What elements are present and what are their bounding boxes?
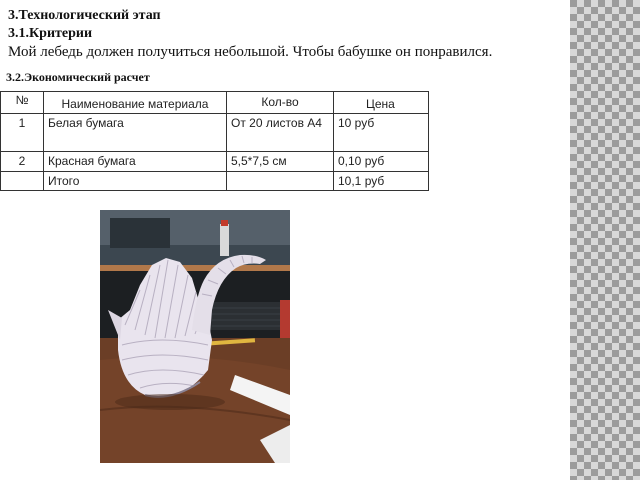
criteria-paragraph: Мой лебедь должен получиться небольшой. Чтобы бабушке он понравился. bbox=[8, 44, 493, 60]
cell-price: 0,10 руб bbox=[334, 152, 429, 172]
cell-total-label: Итого bbox=[44, 172, 227, 191]
table-header-row bbox=[1, 92, 429, 114]
cell-price: 10 руб bbox=[334, 114, 429, 152]
cell-quantity: 5,5*7,5 см bbox=[227, 152, 334, 172]
section-heading-economic: 3.2.Экономический расчет bbox=[6, 70, 150, 84]
header-cell-material: Наименование материала bbox=[44, 92, 227, 114]
decorative-side-panel bbox=[570, 0, 640, 480]
table-row bbox=[1, 114, 429, 152]
section-heading-stage: 3.Технологический этап bbox=[8, 8, 161, 23]
cell-material: Белая бумага bbox=[44, 114, 227, 152]
header-cell-number: № bbox=[1, 92, 44, 114]
header-cell-price: Цена bbox=[334, 92, 429, 114]
cell-quantity: От 20 листов А4 bbox=[227, 114, 334, 152]
cell-number: 2 bbox=[1, 152, 44, 172]
cell-quantity-empty bbox=[227, 172, 334, 191]
cell-number-empty bbox=[1, 172, 44, 191]
cell-material: Красная бумага bbox=[44, 152, 227, 172]
table-total-row bbox=[1, 172, 429, 191]
section-heading-criteria: 3.1.Критерии bbox=[8, 26, 93, 41]
cell-total-price: 10,1 руб bbox=[334, 172, 429, 191]
economic-calculation-table bbox=[0, 91, 429, 191]
cell-number: 1 bbox=[1, 114, 44, 152]
header-cell-quantity: Кол-во bbox=[227, 92, 334, 114]
origami-swan-photo bbox=[100, 210, 290, 463]
swan-photo-illustration bbox=[100, 210, 290, 463]
table-row bbox=[1, 152, 429, 172]
